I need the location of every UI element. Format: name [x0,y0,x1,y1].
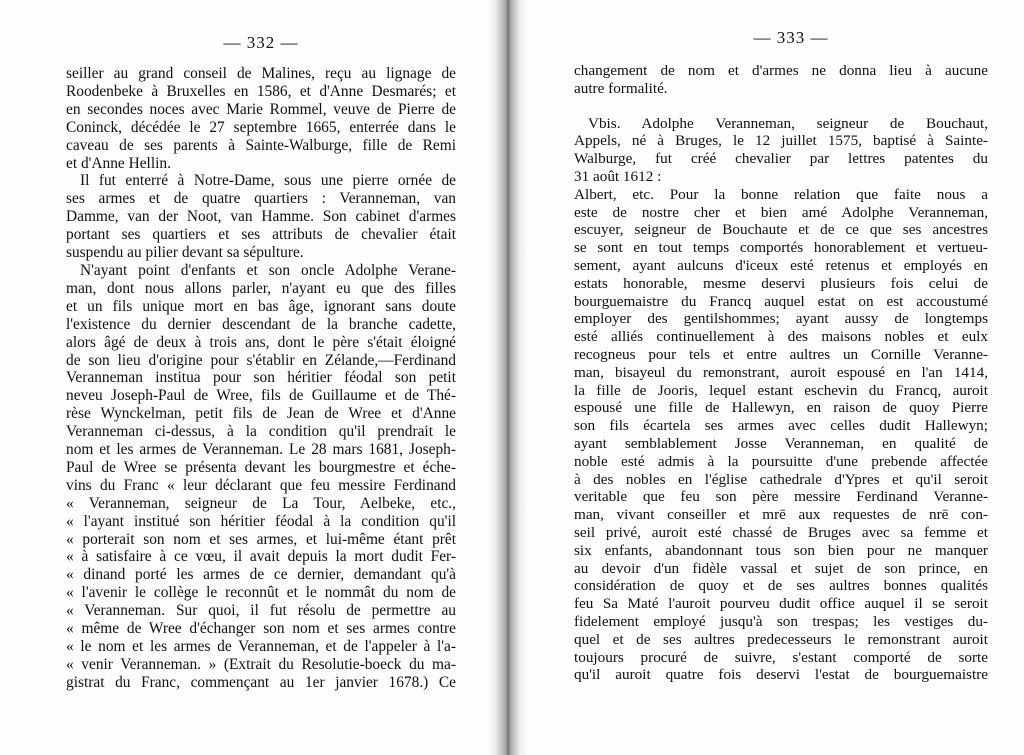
text-line: Veranneman institua pour son héritier féodal son petit [66,369,456,387]
text-line: se sont en tout temps comportés honorablement et vertueu- [574,239,988,257]
text-line: portant ses quartiers et ses attributs de chevalier était [66,226,456,244]
right-page [512,0,1024,755]
text-line: Il fut enterré à Notre-Dame, sous une pierre ornée de [80,172,456,190]
text-line: Appels, né à Bruges, le 12 juillet 1575, baptisé à Sainte- [574,132,988,150]
text-line: « venir Veranneman. » (Extrait du Resolutie-boeck du ma- [66,655,456,673]
left-page [0,0,500,755]
text-line: six enfants, abandonnant tous son bien pour ne manquer [574,541,988,559]
text-line: man, bisayeul du remonstrant, auroit espousé en l'an 1414, [574,363,988,381]
text-line: Roodenbeke à Bruxelles en 1586, et d'Anne Desmarés; et [66,82,456,100]
text-line: escuyer, seigneur de Bouchaute et de ce que ses ancestres [574,221,988,239]
text-line: espousé une fille de Hallewyn, en raison de quoy Pierre [574,399,988,417]
text-line: toujours procuré de suivre, s'estant comporté de sorte [574,648,988,666]
text-line: « l'avenir le collège le reconnût et le nommât du nom de [66,584,456,602]
text-line: à des nobles en l'église cathedrale d'Ypres et qu'il seroit [574,470,988,488]
text-line: Paul de Wree se présenta devant les bourgmestre et éche- [66,458,456,476]
text-line: man, vivant conseiller et mrē aux requestes de nrē con- [574,506,988,524]
text-line: caveau de ses parents à Sainte-Walburge, fille de Remi [66,136,456,154]
text-line: changement de nom et d'armes ne donna lieu à aucune [574,62,988,79]
text-line: « le nom et les armes de Veranneman, et de l'appeler à l'a- [66,638,456,655]
text-line: ses armes et de quatre quartiers : Veranneman, van [66,190,456,208]
text-line: « même de Wree d'échanger son nom et ses armes contre [66,620,456,638]
text-line: au devoir d'un fidèle vassal et sujet de son prince, en [574,559,988,577]
text-line: vins du Franc « leur déclarant que feu messire Ferdinand [66,476,456,494]
text-line: suspendu au pilier devant sa sépulture. [66,244,304,262]
text-line: Coninck, décédée le 27 septembre 1665, enterrée dans le [66,118,456,136]
text-line: estats honorable, mesme deservi plusieurs fois celui de [574,274,988,292]
text-line: recogneus pour tels et entre aultres un Cornille Veranne- [574,345,988,363]
text-line: quel et de ses aultres predecesseurs le remonstrant auroit [574,630,988,648]
paragraph-gap [574,98,988,115]
text-line: son fils écartela ses armes avec celles dudit Hallewyn; [574,417,988,435]
text-line: « à satisfaire à ce vœu, il avait depuis la mort dudit Fer- [66,548,456,566]
text-line: seiller au grand conseil de Malines, reçu au lignage de [66,65,456,82]
page-text [66,65,456,692]
text-line: gistrat du Franc, commençant au 1er janvier 1678.) Ce [66,673,456,691]
text-line: este de nostre cher et bien amé Adolphe Veranneman, [574,203,988,221]
text-line: la fille de Jooris, lequel estant eschevin du Francq, auroit [574,381,988,399]
text-line: N'ayant point d'enfants et son oncle Adolphe Verane- [80,261,456,279]
text-line: seil privé, auroit esté chassé de Bruges avec sa femme et [574,523,988,541]
text-line: et un fils unique mort en bas âge, ignorant sans doute [66,297,456,315]
text-line: l'existence du dernier descendant de la branche cadette, [66,315,456,333]
text-line: esté alliés continuellement à des maisons nobles et eulx [574,328,988,346]
text-line: « Veranneman. Sur quoi, il fut résolu de permettre au [66,602,456,620]
text-line: neveu Joseph-Paul de Wree, fils de Guillaume et de Thé- [66,387,456,405]
text-line: feu Sa Maté l'auroit pourveu dudit office auquel il se seroit [574,595,988,613]
text-line: « Veranneman, seigneur de La Tour, Aelbeke, etc., [66,494,456,512]
text-line: « porterait son nom et ses armes, et lui-même étant prêt [66,530,456,548]
text-line: autre formalité. [574,79,668,97]
text-line: rèse Wynckelman, petit fils de Jean de Wree et d'Anne [66,405,456,423]
text-line: ayant semblablement Josse Veranneman, en qualité de [574,434,988,452]
text-line: « l'ayant institué son héritier féodal à la condition qu'il [66,512,456,530]
text-line: Damme, van der Noot, van Hamme. Son cabinet d'armes [66,208,456,226]
text-line: Veranneman ci-dessus, à la condition qu'il prendrait le [66,423,456,441]
text-line: 31 août 1612 : [574,167,662,185]
text-line: alors âgé de deux à trois ans, dont le père s'était éloigné [66,333,456,351]
page-number: — 332 — [223,33,299,52]
text-line: de son lieu d'origine pour s'établir en Zélande,—Ferdinand [66,351,456,369]
text-line: employer des gentilshommes; ayant aussy de longtemps [574,310,988,328]
text-line: bourguemaistre du Francq auquel estat on est accoustumé [574,292,988,310]
text-line: qu'il auroit quatre fois deservi l'estat de bourguemaistre [574,666,988,684]
text-line: Albert, etc. Pour la bonne relation que faite nous a [574,185,988,203]
text-line: veritable que feu son père messire Ferdinand Veranne- [574,488,988,506]
text-line: sement, ayant aulcuns d'iceux esté retenus et employés en [574,256,988,274]
text-line: Vbis. Adolphe Veranneman, seigneur de Bouchaut, [588,114,988,132]
text-line: nom et les armes de Veranneman. Le 28 mars 1681, Joseph- [66,441,456,459]
text-line: noble esté admis à la poursuitte d'une prebende affectée [574,452,988,470]
text-line: « dinand porté les armes de ce dernier, demandant qu'à [66,566,456,584]
text-line: en secondes noces avec Marie Rommel, veuve de Pierre de [66,100,456,118]
text-line: et d'Anne Hellin. [66,154,171,172]
text-line: Walburge, fut créé chevalier par lettres patentes du [574,150,988,168]
text-line: fidelement employé jusqu'à son trespas; les vestiges du- [574,612,988,630]
page-text [574,62,988,684]
text-line: man, dont nous allons parler, n'ayant eu que des filles [66,279,456,297]
text-line: considération de quoy et de ses aultres bonnes qualités [574,577,988,595]
page-number: — 333 — [753,28,829,47]
